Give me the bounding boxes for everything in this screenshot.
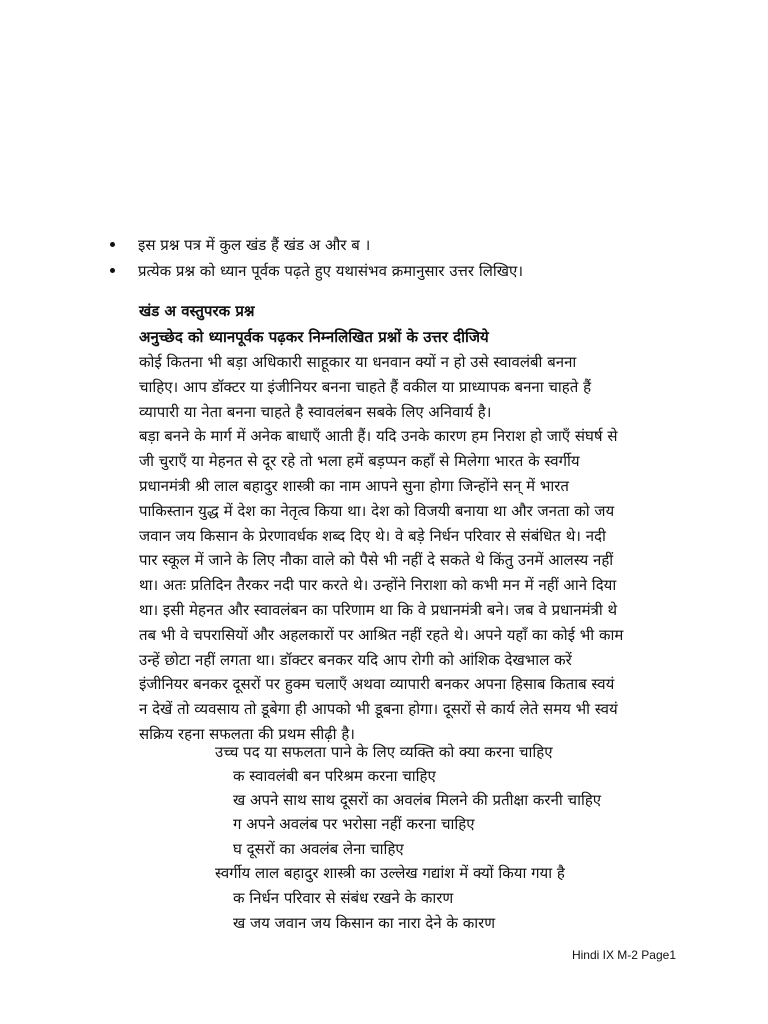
question-2: स्वर्गीय लाल बहादुर शास्त्री का उल्लेख गद्यांश में क्यों किया गया है (215, 864, 565, 882)
passage-line: पाकिस्तान युद्ध में देश का नेतृत्व किया था। देश को विजयी बनाया था और जनता को जय (139, 501, 615, 520)
question-1-option: क स्वावलंबी बन परिश्रम करना चाहिए (233, 767, 436, 785)
bullet-icon (110, 242, 115, 247)
passage-line: चाहिए। आप डॉक्टर या इंजीनियर बनना चाहते हैं वकील या प्राध्यापक बनना चाहते हैं (139, 377, 592, 396)
question-1: उच्च पद या सफलता पाने के लिए व्यक्ति को क्या करना चाहिए (215, 743, 553, 761)
question-1-option: घ दूसरों का अवलंब लेना चाहिए (233, 840, 404, 858)
passage-line: जवान जय किसान के प्रेरणावर्धक शब्द दिए थे। वे बड़े निर्धन परिवार से संबंधित थे। नदी (139, 526, 606, 545)
question-1-option: ख अपने साथ साथ दूसरों का अवलंब मिलने की प्रतीक्षा करनी चाहिए (233, 791, 602, 809)
passage-line: बड़ा बनने के मार्ग में अनेक बाधाएँ आती हैं। यदि उनके कारण हम निराश हो जाएँ संघर्ष से (139, 427, 618, 446)
bullet-icon (110, 268, 115, 273)
passage-line: पार स्कूल में जाने के लिए नौका वाले को पैसे भी नहीं दे सकते थे किंतु उनमें आलस्य नहीं (139, 551, 614, 570)
passage-line: सक्रिय रहना सफलता की प्रथम सीढ़ी है। (139, 724, 355, 743)
section-a (139, 298, 699, 747)
passage-line: प्रधानमंत्री श्री लाल बहादुर शास्त्री का नाम आपने सुना होगा जिन्होंने सन् में भारत (139, 476, 569, 495)
question-1-option: ग अपने अवलंब पर भरोसा नहीं करना चाहिए (233, 815, 475, 833)
instruction-item (112, 258, 712, 284)
passage-line: तब भी वे चपरासियों और अहलकारों पर आश्रित नहीं रहते थे। अपने यहाँ का कोई भी काम (139, 625, 624, 644)
section-instruction: अनुच्छेद को ध्यानपूर्वक पढ़कर निम्नलिखित प्रश्नों के उत्तर दीजिये (139, 328, 489, 346)
passage (139, 350, 699, 747)
passage-line: था। अतः प्रतिदिन तैरकर नदी पार करते थे। उन्होंने निराशा को कभी मन में नहीं आने दिया (139, 576, 617, 595)
instruction-item (112, 232, 712, 258)
passage-line: उन्हें छोटा नहीं लगता था। डॉक्टर बनकर यदि आप रोगी को आंशिक देखभाल करें (139, 650, 572, 669)
instruction-text: प्रत्येक प्रश्न को ध्यान पूर्वक पढ़ते हुए यथासंभव क्रमानुसार उत्तर लिखिए। (138, 262, 524, 280)
section-title: खंड अ वस्तुपरक प्रश्न (139, 302, 255, 320)
passage-line: इंजीनियर बनकर दूसरों पर हुक्म चलाएँ अथवा व्यापारी बनकर अपना हिसाब किताब स्वयं (139, 675, 615, 694)
passage-line: व्यापारी या नेता बनना चाहते है स्वावलंबन सबके लिए अनिवार्य है। (139, 402, 492, 421)
page-footer: Hindi IX M-2 Page1 (571, 948, 676, 962)
instruction-text: इस प्रश्न पत्र में कुल खंड हैं खंड अ और ब । (138, 236, 371, 254)
instruction-list (112, 232, 712, 284)
passage-line: न देखें तो व्यवसाय तो डूबेगा ही आपको भी डूबना होगा। दूसरों से कार्य लेते समय भी स्वयं (139, 700, 618, 719)
passage-line: जी चुराएँ या मेहनत से दूर रहे तो भला हमें बड़प्पन कहाँ से मिलेगा भारत के स्वर्गीय (139, 452, 580, 471)
passage-line: कोई कितना भी बड़ा अधिकारी साहूकार या धनवान क्यों न हो उसे स्वावलंबी बनना (139, 353, 577, 371)
question-2-option: क निर्धन परिवार से संबंध रखने के कारण (233, 889, 454, 907)
passage-line: था। इसी मेहनत और स्वावलंबन का परिणाम था कि वे प्रधानमंत्री बने। जब वे प्रधानमंत्री थे (139, 600, 618, 619)
question-2-option: ख जय जवान जय किसान का नारा देने के कारण (233, 914, 496, 932)
